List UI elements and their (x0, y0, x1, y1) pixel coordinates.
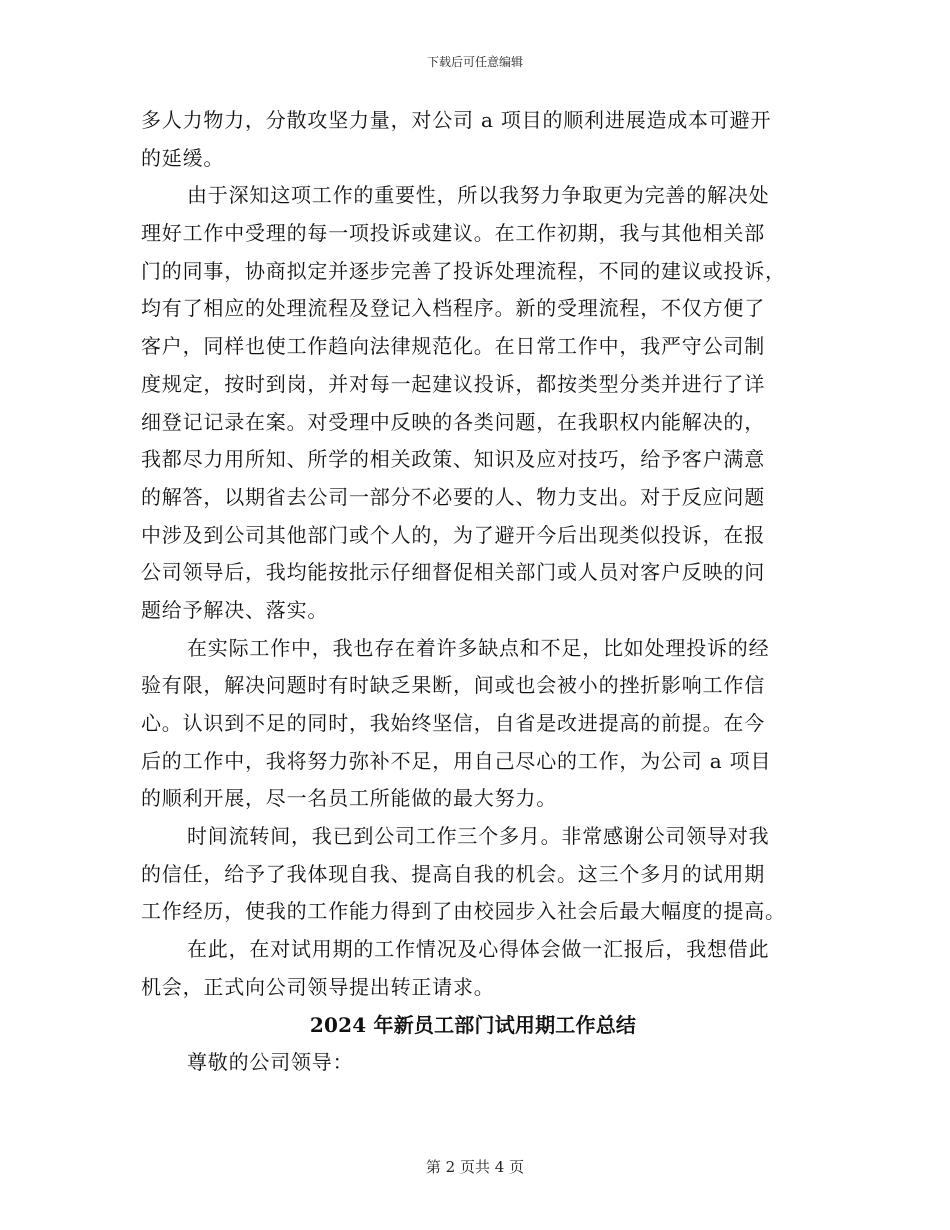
text-line: 心。认识到不足的同时，我始终坚信，自省是改进提高的前提。在今 (141, 711, 765, 735)
paragraph-start-line: 在实际工作中，我也存在着许多缺点和不足，比如处理投诉的经 (187, 635, 770, 660)
text-line: 后的工作中，我将努力弥补不足，用自己尽心的工作，为公司 a 项目 (141, 748, 772, 773)
page-header: 下载后可任意编辑 (426, 55, 523, 69)
text-line: 的顺利开展，尽一名员工所能做的最大努力。 (141, 786, 557, 811)
text-line: 理好工作中受理的每一项投诉或建议。在工作初期，我与其他相关部 (141, 221, 765, 246)
text-line: 机会，正式向公司领导提出转正请求。 (141, 974, 495, 999)
text-line: 的信任，给予了我体现自我、提高自我的机会。这三个多月的试用期 (141, 861, 765, 886)
salutation: 尊敬的公司领导： (187, 1050, 354, 1075)
paragraph-start-line: 在此，在对试用期的工作情况及心得体会做一汇报后，我想借此 (187, 937, 770, 962)
text-line: 题给予解决、落实。 (141, 597, 329, 622)
text-line: 工作经历，使我的工作能力得到了由校园步入社会后最大幅度的提高。 (141, 899, 786, 924)
text-line: 客户，同样也使工作趋向法律规范化。在日常工作中，我严守公司制 (141, 334, 765, 359)
paragraph-start-line: 时间流转间，我已到公司工作三个多月。非常感谢公司领导对我 (187, 824, 770, 849)
text-line: 验有限，解决问题时有时缺乏果断，间或也会被小的挫折影响工作信 (141, 673, 765, 698)
text-line: 细登记记录在案。对受理中反映的各类问题，在我职权内能解决的， (141, 409, 765, 434)
text-line: 我都尽力用所知、所学的相关政策、知识及应对技巧，给予客户满意 (141, 447, 765, 472)
text-line: 门的同事，协商拟定并逐步完善了投诉处理流程，不同的建议或投诉， (141, 258, 786, 283)
text-line: 度规定，按时到岗，并对每一起建议投诉，都按类型分类并进行了详 (141, 371, 765, 396)
text-line: 的延缓。 (141, 145, 225, 170)
paragraph-start-line: 由于深知这项工作的重要性，所以我努力争取更为完善的解决处 (187, 183, 770, 208)
page-number: 第 2 页共 4 页 (425, 1158, 525, 1176)
text-line: 中涉及到公司其他部门或个人的，为了避开今后出现类似投诉，在报 (141, 522, 765, 547)
section-title: 2024 年新员工部门试用期工作总结 (309, 1012, 637, 1037)
text-line: 的解答，以期省去公司一部分不必要的人、物力支出。对于反应问题 (141, 484, 765, 509)
text-line: 均有了相应的处理流程及登记入档程序。新的受理流程，不仅方便了 (141, 296, 765, 321)
document-body (141, 102, 805, 1082)
text-line: 公司领导后，我均能按批示仔细督促相关部门或人员对客户反映的问 (141, 560, 765, 585)
text-line: 多人力物力，分散攻坚力量，对公司 a 项目的顺利进展造成本可避开 (141, 108, 772, 132)
